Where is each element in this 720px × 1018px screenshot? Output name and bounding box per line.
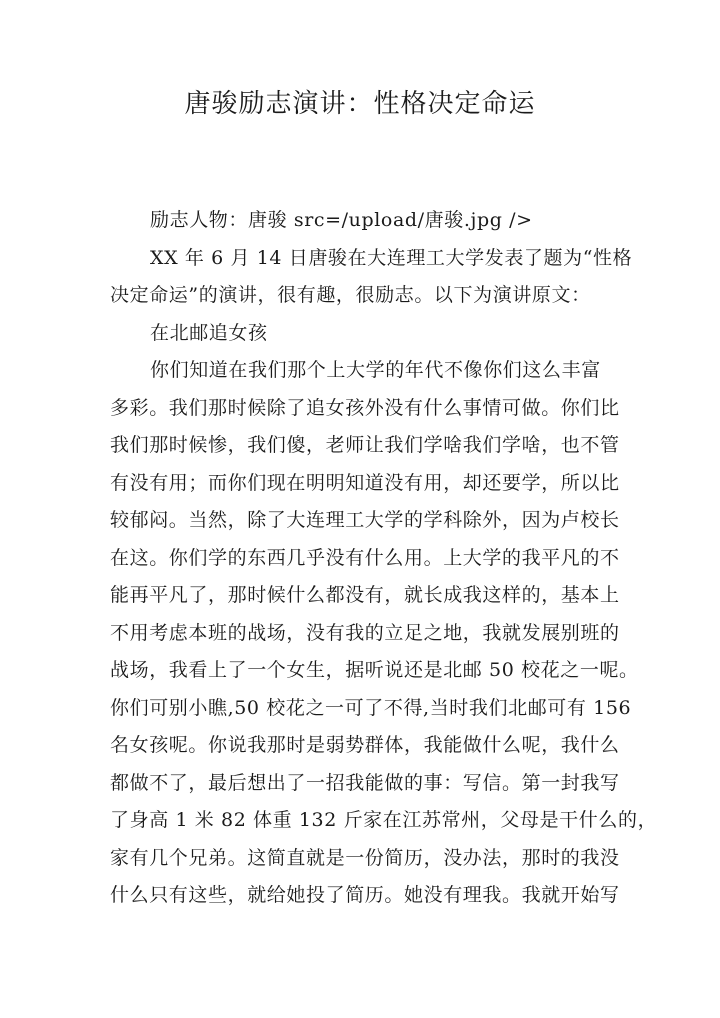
body-line: 你们知道在我们那个上大学的年代不像你们这么丰富	[150, 359, 601, 381]
body-line: XX 年 6 月 14 日唐骏在大连理工大学发表了题为“性格	[150, 246, 633, 269]
section-heading: 在北邮追女孩	[150, 321, 268, 344]
body-line: 什么只有这些，就给她投了简历。她没有理我。我就开始写	[110, 884, 620, 906]
body-line: 在这。你们学的东西几乎没有什么用。上大学的我平凡的不	[110, 546, 620, 569]
body-line: 家有几个兄弟。这简直就是一份简历，没办法，那时的我没	[110, 846, 620, 869]
body-line: 名女孩呢。你说我那时是弱势群体，我能做什么呢，我什么	[110, 734, 620, 756]
body-line: 我们那时候惨，我们傻，老师让我们学啥我们学啥，也不管	[110, 434, 620, 456]
body-line: 励志人物：唐骏 src=/upload/唐骏.jpg />	[150, 209, 533, 231]
body-line: 有没有用；而你们现在明明知道没有用，却还要学，所以比	[110, 471, 620, 494]
body-line: 你们可别小瞧,50 校花之一可了不得,当时我们北邮可有 156	[110, 696, 632, 719]
body-line: 都做不了，最后想出了一招我能做的事：写信。第一封我写	[110, 771, 620, 794]
body-line: 较郁闷。当然，除了大连理工大学的学科除外，因为卢校长	[110, 509, 620, 531]
body-line: 能再平凡了，那时候什么都没有，就长成我这样的，基本上	[110, 584, 620, 606]
body-line: 决定命运”的演讲，很有趣，很励志。以下为演讲原文：	[110, 284, 591, 306]
body-line: 战场，我看上了一个女生，据听说还是北邮 50 校花之一呢。	[110, 659, 639, 681]
body-line: 不用考虑本班的战场，没有我的立足之地，我就发展别班的	[110, 621, 620, 644]
body-line: 多彩。我们那时候除了追女孩外没有什么事情可做。你们比	[110, 396, 620, 419]
document-title: 唐骏励志演讲：性格决定命运	[184, 89, 536, 119]
body-line: 了身高 1 米 82 体重 132 斤家在江苏常州，父母是干什么的，	[110, 809, 658, 831]
document-body	[110, 202, 658, 915]
